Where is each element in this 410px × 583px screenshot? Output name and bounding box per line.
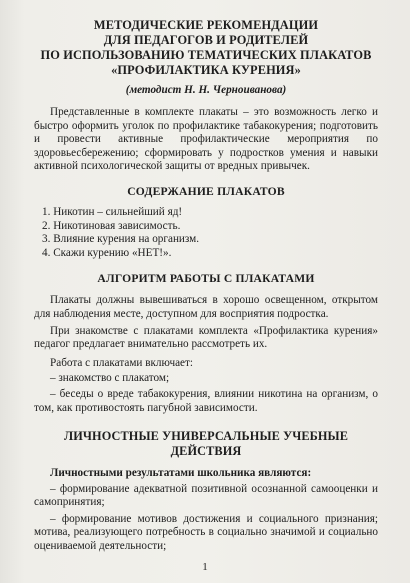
personal-result-item: – формирование мотивов достижения и социального признания; мотива, реализующего потребность в социально значимой и социально оцениваемой деятельности; [34,512,378,553]
list-item: 3. Влияние курения на организм. [42,233,200,246]
personal-result-item: – формирование адекватной позитивной осознанной самооценки и самопринятия; [34,482,378,509]
list-item: 4. Скажи курению «НЕТ!». [42,246,172,259]
title-line: ПО ИСПОЛЬЗОВАНИЮ ТЕМАТИЧЕСКИХ ПЛАКАТОВ [40,48,372,62]
personal-results-lead: Личностными результатами школьника являются: [50,467,312,480]
algorithm-paragraph: Плакаты должны вывешиваться в хорошо освещенном, открытом для наблюдения месте, доступном для восприятия подростка. [34,294,378,320]
page-number: 1 [202,561,208,573]
algorithm-paragraph: – беседы о вреде табакокурения, влиянии никотина на организм, о том, как противостоять пагубной зависимости. [34,387,378,414]
contents-list [34,206,378,260]
author-line: (методист Н. Н. Черноиванова) [125,84,287,96]
contents-heading: СОДЕРЖАНИЕ ПЛАКАТОВ [127,184,285,198]
title-line: «ПРОФИЛАКТИКА КУРЕНИЯ» [111,63,301,77]
intro-paragraph: Представленные в комплекте плакаты – это возможность легко и быстро оформить уголок по профилактике табакокурения; подготовить и провести активные профилактические мероприятия по здоровьесбережению; сформировать у подростков умения и навыки активной психологической защиты от вредных привычек. [34,106,378,173]
list-item: 2. Никотиновая зависимость. [42,219,181,232]
algorithm-paragraph: Работа с плакатами включает: [50,356,193,369]
document-title [34,18,378,78]
algorithm-paragraph: – знакомство с плакатом; [50,372,170,385]
algorithm-paragraph: При знакомстве с плакатами комплекта «Профилактика курения» педагог предлагает внимательно рассмотреть их. [34,324,378,351]
luud-heading: ЛИЧНОСТНЫЕ УНИВЕРСАЛЬНЫЕ УЧЕБНЫЕ ДЕЙСТВИЯ [63,429,349,459]
title-line: ДЛЯ ПЕДАГОГОВ И РОДИТЕЛЕЙ [103,33,309,47]
list-item: 1. Никотин – сильнейший яд! [42,205,183,218]
title-line: МЕТОДИЧЕСКИЕ РЕКОМЕНДАЦИИ [93,18,319,32]
algorithm-heading: АЛГОРИТМ РАБОТЫ С ПЛАКАТАМИ [97,272,315,286]
